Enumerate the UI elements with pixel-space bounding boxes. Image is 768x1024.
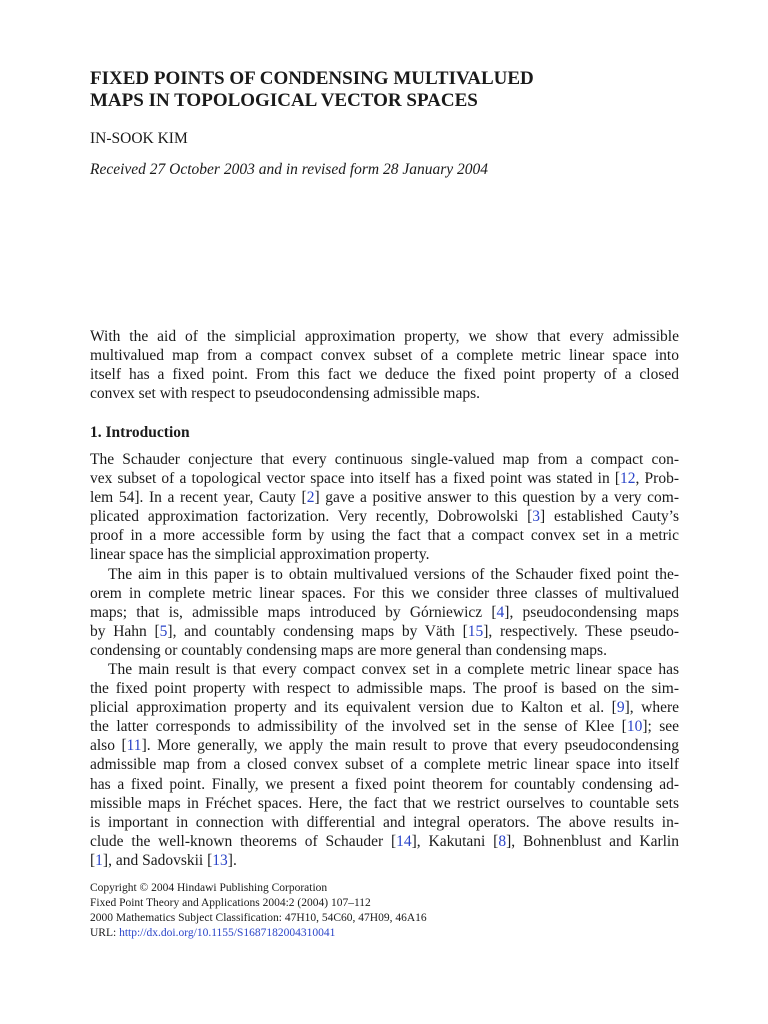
text-line: the latter corresponds to admissibility of the involved set in the sense of Klee [10]; see: [90, 718, 680, 736]
citation-link[interactable]: 10: [626, 718, 643, 736]
citation-link[interactable]: 4: [496, 604, 505, 622]
text-line: has a fixed point. Finally, we present a fixed point theorem for countably condensing ad-: [90, 775, 679, 793]
text-line: plicial approximation property and its equivalent version due to Kalton et al. [9], where: [90, 699, 679, 717]
section-heading: 1. Introduction: [90, 424, 190, 441]
subject-classification: 2000 Mathematics Subject Classification: 47H10, 54C60, 47H09, 46A16: [90, 912, 427, 925]
citation-link[interactable]: 1: [95, 851, 103, 869]
intro-paragraph-3: [90, 660, 679, 870]
citation-link[interactable]: 3: [532, 508, 541, 526]
abstract-line: With the aid of the simplicial approximation property, we show that every admissible: [90, 328, 679, 345]
text-line: condensing or countably condensing maps are more general than condensing maps.: [90, 642, 607, 660]
abstract-line: multivalued map from a compact convex subset of a complete metric linear space into: [90, 347, 679, 365]
text-line: The main result is that every compact convex set in a complete metric linear space has: [108, 661, 679, 678]
citation-link[interactable]: 5: [159, 623, 168, 641]
title-line: FIXED POINTS OF CONDENSING MULTIVALUED: [90, 68, 534, 89]
title-line: MAPS IN TOPOLOGICAL VECTOR SPACES: [90, 90, 478, 111]
intro-paragraph-2: [90, 565, 679, 660]
citation-link[interactable]: 2: [306, 489, 315, 507]
text-line: The Schauder conjecture that every continuous single-valued map from a compact con-: [90, 451, 679, 468]
text-line: vex subset of a topological vector space into itself has a fixed point was stated in [12, Prob-: [90, 470, 679, 488]
paper-title: [90, 68, 690, 112]
doi-link[interactable]: http://dx.doi.org/10.1155/S1687182004310041: [119, 927, 336, 940]
citation-link[interactable]: 14: [396, 832, 412, 850]
text-line: proof in a more accessible form by using the fact that a compact convex set in a metric: [90, 527, 679, 545]
text-line: orem in complete metric linear spaces. For this we consider three classes of multivalued: [90, 585, 679, 603]
text-line: by Hahn [5], and countably condensing maps by Väth [15], respectively. These pseudo-: [90, 623, 679, 641]
text-line: admissible map from a closed convex subset of a complete metric linear space into itself: [90, 756, 679, 774]
publication-footer: [90, 881, 427, 941]
text-line: missible maps in Fréchet spaces. Here, the fact that we restrict ourselves to countable sets: [90, 794, 679, 812]
copyright-notice: Copyright © 2004 Hindawi Publishing Corporation: [90, 882, 328, 894]
url-line: [90, 926, 427, 941]
text-line: maps; that is, admissible maps introduced by Górniewicz [4], pseudocondensing maps: [90, 604, 679, 622]
abstract-line: convex set with respect to pseudocondensing admissible maps.: [90, 385, 481, 403]
text-line: The aim in this paper is to obtain multivalued versions of the Schauder fixed point the-: [108, 566, 679, 583]
citation-link[interactable]: 8: [498, 832, 507, 850]
text-line: is important in connection with differential and integral operators. The above results in-: [90, 813, 679, 831]
journal-citation: Fixed Point Theory and Applications 2004:2 (2004) 107–112: [90, 897, 371, 910]
text-line: [1], and Sadovskii [13].: [90, 851, 237, 869]
author-name: IN-SOOK KIM: [90, 130, 188, 147]
text-line: linear space has the simplicial approximation property.: [90, 546, 430, 564]
abstract: [90, 327, 679, 403]
citation-link[interactable]: 9: [616, 699, 625, 717]
citation-link[interactable]: 12: [620, 470, 636, 488]
url-label: URL:: [90, 927, 120, 940]
received-date: Received 27 October 2003 and in revised form 28 January 2004: [90, 161, 489, 178]
citation-link[interactable]: 11: [126, 737, 142, 755]
text-line: also [11]. More generally, we apply the main result to prove that every pseudocondensing: [90, 737, 679, 755]
citation-link[interactable]: 13: [212, 851, 228, 869]
intro-paragraph-1: [90, 450, 679, 565]
citation-link[interactable]: 15: [467, 623, 484, 641]
abstract-line: itself has a fixed point. From this fact we deduce the fixed point property of a closed: [90, 366, 679, 384]
text-line: lem 54]. In a recent year, Cauty [2] gave a positive answer to this question by a very com-: [90, 489, 679, 507]
text-line: plicated approximation factorization. Very recently, Dobrowolski [3] established Cauty’s: [90, 508, 679, 526]
text-line: clude the well-known theorems of Schauder [14], Kakutani [8], Bohnenblust and Karlin: [90, 832, 679, 850]
text-line: the fixed point property with respect to admissible maps. The proof is based on the sim-: [90, 680, 679, 698]
